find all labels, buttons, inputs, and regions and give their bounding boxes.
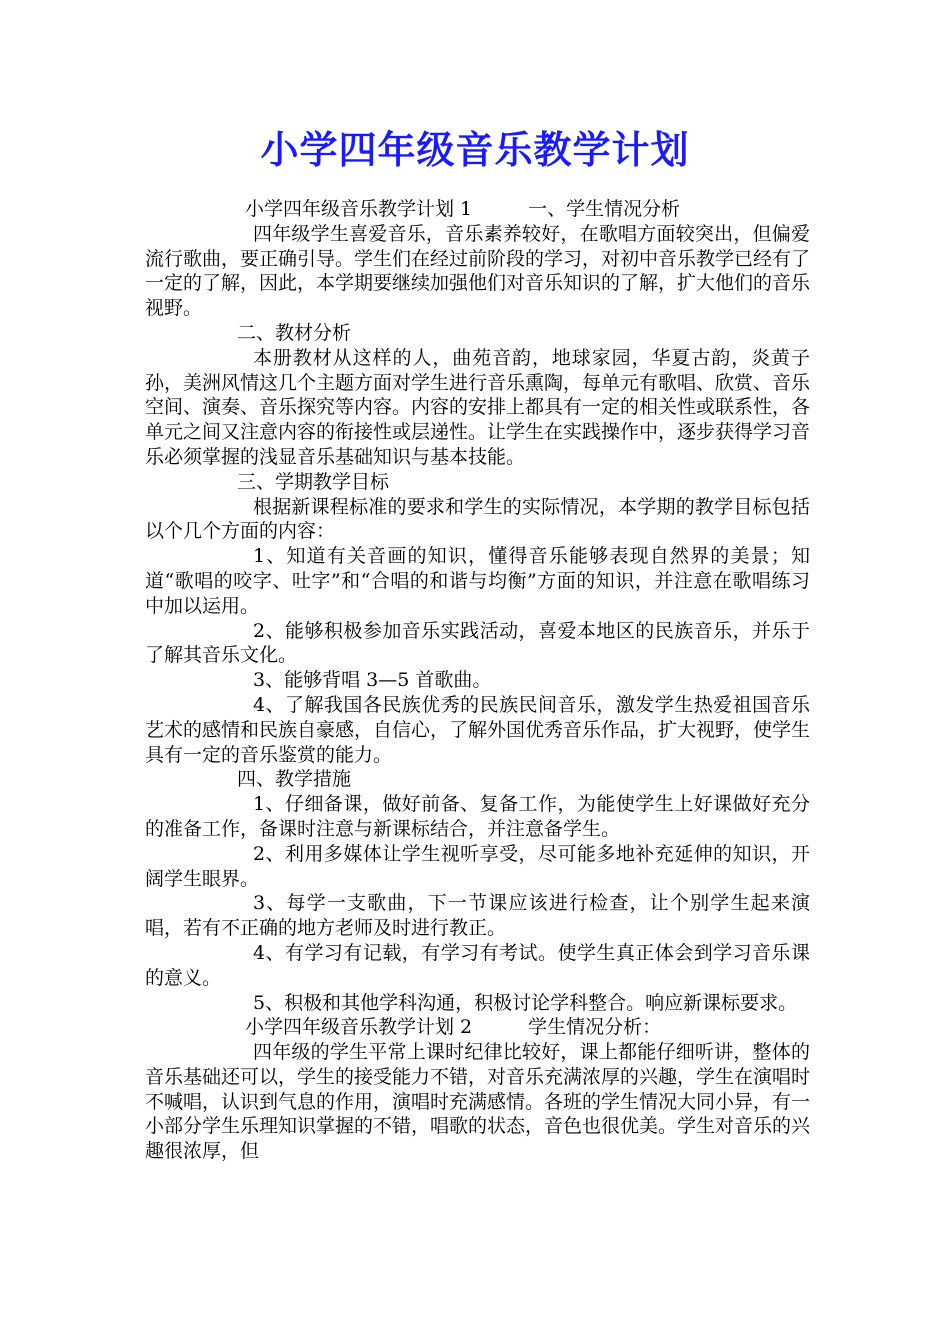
plan-1-heading: 小学四年级音乐教学计划 1 [245,198,473,220]
plan-1-heading-line [145,197,810,222]
goal-item: 4、了解我国各民族优秀的民族民间音乐，激发学生热爱祖国音乐艺术的感情和民族自豪感，自信心，了解外国优秀音乐作品，扩大视野，使学生具有一定的音乐鉴赏的能力。 [145,693,811,766]
plan-2-section-1-title: 学生情况分析： [528,1016,662,1039]
measure-item: 1、仔细备课，做好前备、复备工作，为能使学生上好课做好充分的准备工作，备课时注意与新课标结合，并注意备学生。 [145,793,810,840]
plan-2-heading: 小学四年级音乐教学计划 2 [245,1016,473,1039]
document-body [145,197,810,1164]
measure-item: 3、每学一支歌曲，下一节课应该进行检查，让个别学生起来演唱，若有不正确的地方老师及时进行教正。 [145,892,810,940]
goal-item: 3、能够背唱 3—5 首歌曲。 [253,669,492,692]
section-3-title: 三、学期教学目标 [237,470,390,493]
goal-item: 1、知道有关音画的知识，懂得音乐能够表现自然界的美景；知道“歌唱的咬字、吐字”和“合唱的和谐与均衡”方面的知识，并注意在歌唱练习中加以运用。 [145,545,810,617]
measure-item: 2、利用多媒体让学生视听享受，尽可能多地补充延伸的知识，开阔学生眼界。 [145,842,810,890]
measure-item: 5、积极和其他学科沟通，积极讨论学科整合。响应新课标要求。 [253,991,798,1014]
section-1-title: 一、学生情况分析 [528,198,681,220]
section-2-title: 二、教材分析 [237,321,352,344]
plan-2-section-1-paragraph: 四年级的学生平常上课时纪律比较好，课上都能仔细听讲，整体的音乐基础还可以，学生的接受能力不错，对音乐充满浓厚的兴趣，学生在演唱时不喊唱，认识到气息的作用，演唱时充满感情。各班的学生情况大同小异，有一小部分学生乐理知识掌握的不错，唱歌的状态，音色也很优美。学生对音乐的兴趣很浓厚，但 [145,1041,811,1163]
section-4-title: 四、教学措施 [237,768,352,791]
measure-item: 4、有学习有记载，有学习有考试。使学生真正体会到学习音乐课的意义。 [145,941,810,989]
goal-item: 2、能够积极参加音乐实践活动，喜爱本地区的民族音乐，并乐于了解其音乐文化。 [145,619,810,667]
section-3-paragraph: 根据新课程标准的要求和学生的实际情况，本学期的教学目标包括以个几个方面的内容： [145,495,810,543]
section-1-paragraph: 四年级学生喜爱音乐，音乐素养较好，在歌唱方面较突出，但偏爱流行歌曲，要正确引导。学生们在经过前阶段的学习，对初中音乐教学已经有了一定的了解，因此，本学期要继续加强他们对音乐知识的了解，扩大他们的音乐视野。 [145,222,811,320]
section-2-paragraph: 本册教材从这样的人，曲苑音韵，地球家园，华夏古韵，炎黄子孙，美洲风情这几个主题方面对学生进行音乐熏陶，每单元有歌唱、欣赏、音乐空间、演奏、音乐探究等内容。内容的安排上都具有一定的相关性或联系性，各单元之间又注意内容的衔接性或层递性。让学生在实践操作中，逐步获得学习音乐必须掌握的浅显音乐基础知识与基本技能。 [145,346,811,468]
document-title: 小学四年级音乐教学计划 [260,128,690,172]
plan-2-heading-line [145,1015,810,1040]
